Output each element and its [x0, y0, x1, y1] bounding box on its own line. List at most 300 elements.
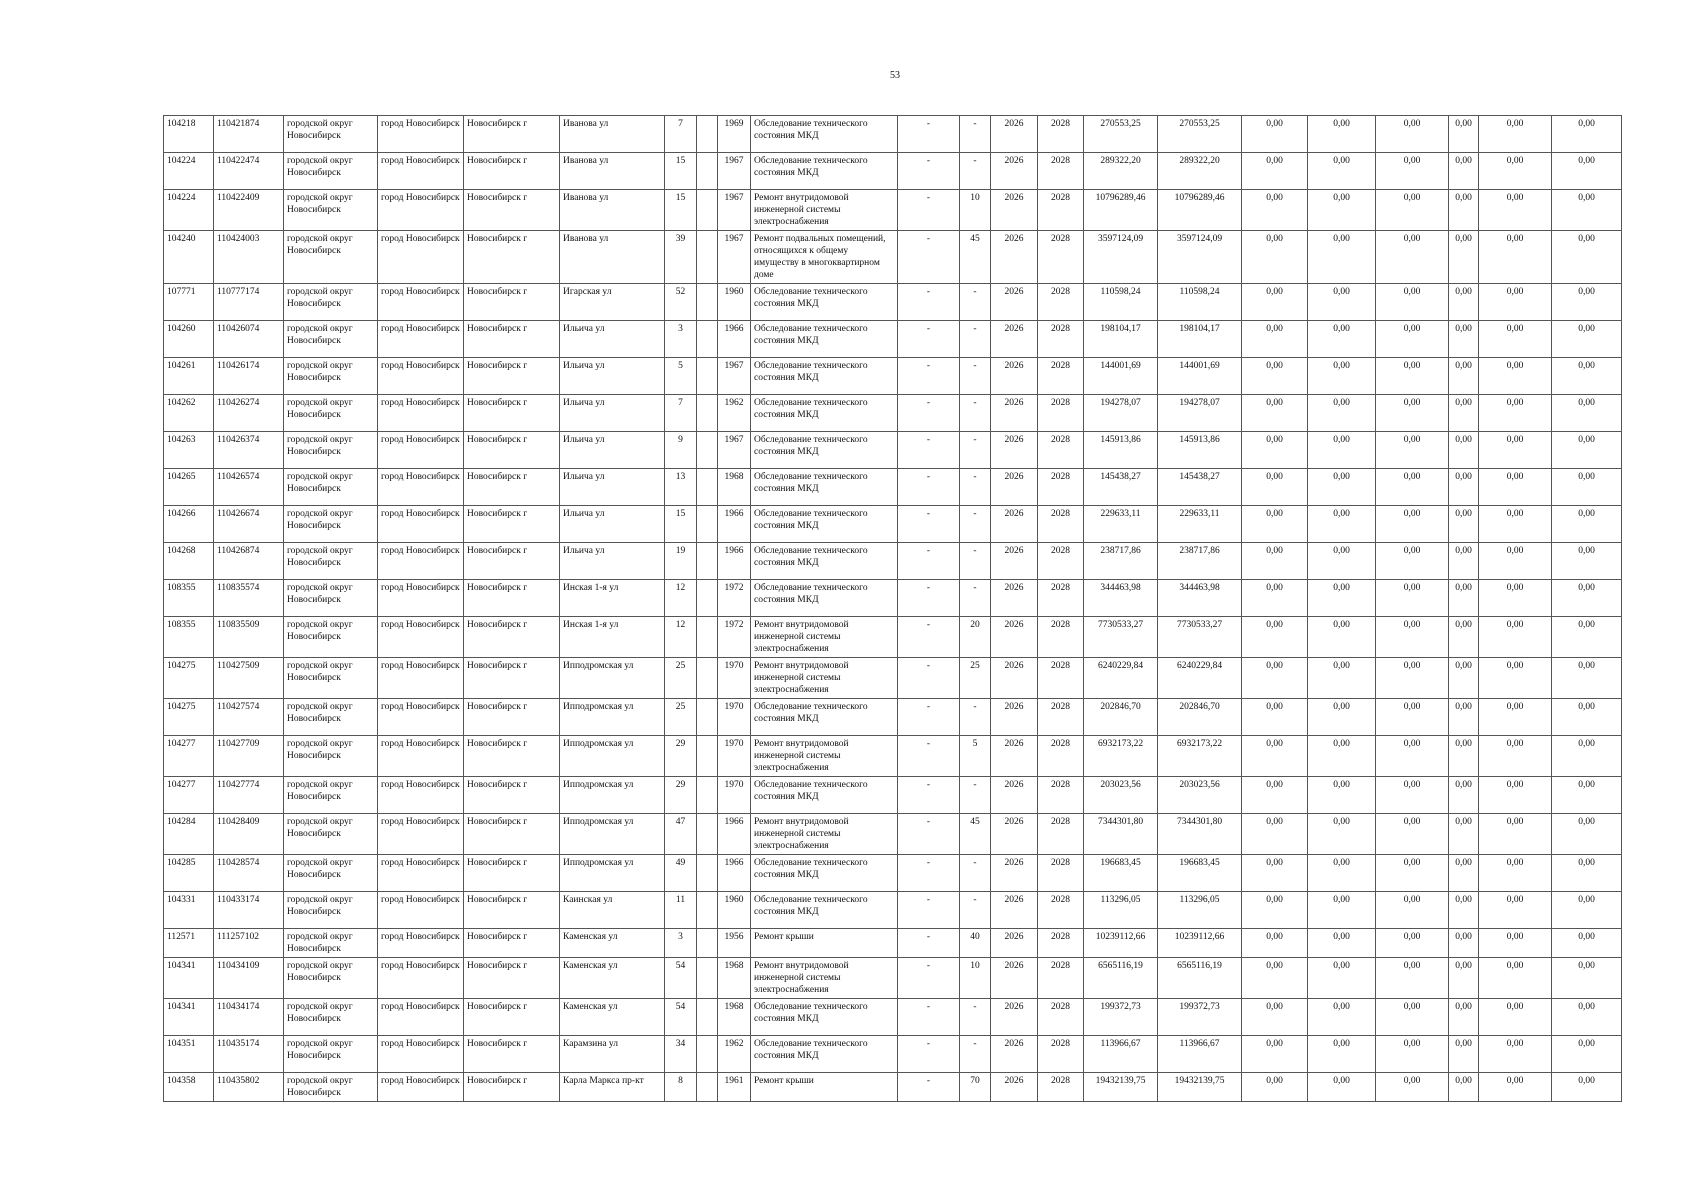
value-2-cell: 0,00	[1308, 855, 1376, 892]
building-cell	[697, 699, 718, 736]
column-11-cell: -	[898, 580, 960, 617]
column-12-cell: -	[960, 1036, 991, 1073]
city-cell: Новосибирск г	[464, 321, 560, 358]
house-id-cell: 104277	[164, 777, 214, 814]
value-4-cell: 0,00	[1449, 432, 1479, 469]
value-1-cell: 0,00	[1242, 617, 1308, 658]
house-number-cell: 25	[665, 658, 697, 699]
value-6-cell: 0,00	[1552, 321, 1622, 358]
build-year-cell: 1970	[718, 777, 751, 814]
fund-cost-cell: 203023,56	[1158, 777, 1242, 814]
city-cell: Новосибирск г	[464, 469, 560, 506]
street-cell: Инская 1-я ул	[560, 580, 665, 617]
value-1-cell: 0,00	[1242, 116, 1308, 153]
value-6-cell: 0,00	[1552, 777, 1622, 814]
column-12-cell: -	[960, 855, 991, 892]
district-cell: городской округ Новосибирск	[284, 469, 378, 506]
end-year-cell: 2028	[1038, 929, 1084, 958]
settlement-cell: город Новосибирск	[378, 892, 464, 929]
district-cell: городской округ Новосибирск	[284, 658, 378, 699]
value-2-cell: 0,00	[1308, 929, 1376, 958]
start-year-cell: 2026	[991, 116, 1038, 153]
work-type-cell: Ремонт подвальных помещений, относящихся к общему имуществу в многоквартирном доме	[751, 231, 898, 284]
value-4-cell: 0,00	[1449, 999, 1479, 1036]
fund-cost-cell: 6932173,22	[1158, 736, 1242, 777]
value-6-cell: 0,00	[1552, 469, 1622, 506]
value-3-cell: 0,00	[1376, 506, 1449, 543]
house-id-cell: 104218	[164, 116, 214, 153]
fund-cost-cell: 10239112,66	[1158, 929, 1242, 958]
table-row	[164, 929, 1622, 958]
build-year-cell: 1962	[718, 395, 751, 432]
start-year-cell: 2026	[991, 736, 1038, 777]
value-6-cell: 0,00	[1552, 855, 1622, 892]
value-4-cell: 0,00	[1449, 284, 1479, 321]
work-code-cell: 110835574	[214, 580, 284, 617]
settlement-cell: город Новосибирск	[378, 929, 464, 958]
building-cell	[697, 153, 718, 190]
total-cost-cell: 7730533,27	[1084, 617, 1158, 658]
column-11-cell: -	[898, 777, 960, 814]
value-2-cell: 0,00	[1308, 958, 1376, 999]
house-number-cell: 9	[665, 432, 697, 469]
work-type-cell: Обследование технического состояния МКД	[751, 469, 898, 506]
value-6-cell: 0,00	[1552, 395, 1622, 432]
end-year-cell: 2028	[1038, 580, 1084, 617]
settlement-cell: город Новосибирск	[378, 814, 464, 855]
value-3-cell: 0,00	[1376, 958, 1449, 999]
city-cell: Новосибирск г	[464, 116, 560, 153]
building-cell	[697, 543, 718, 580]
column-11-cell: -	[898, 958, 960, 999]
table-row	[164, 432, 1622, 469]
value-6-cell: 0,00	[1552, 432, 1622, 469]
settlement-cell: город Новосибирск	[378, 395, 464, 432]
value-5-cell: 0,00	[1479, 736, 1552, 777]
value-1-cell: 0,00	[1242, 814, 1308, 855]
street-cell: Ипподромская ул	[560, 855, 665, 892]
total-cost-cell: 196683,45	[1084, 855, 1158, 892]
value-4-cell: 0,00	[1449, 892, 1479, 929]
settlement-cell: город Новосибирск	[378, 699, 464, 736]
start-year-cell: 2026	[991, 617, 1038, 658]
value-2-cell: 0,00	[1308, 814, 1376, 855]
house-number-cell: 25	[665, 699, 697, 736]
build-year-cell: 1960	[718, 284, 751, 321]
build-year-cell: 1967	[718, 153, 751, 190]
column-11-cell: -	[898, 892, 960, 929]
column-12-cell: -	[960, 358, 991, 395]
column-11-cell: -	[898, 321, 960, 358]
value-6-cell: 0,00	[1552, 736, 1622, 777]
build-year-cell: 1967	[718, 358, 751, 395]
work-type-cell: Ремонт внутридомовой инженерной системы электроснабжения	[751, 736, 898, 777]
value-3-cell: 0,00	[1376, 999, 1449, 1036]
building-cell	[697, 777, 718, 814]
value-6-cell: 0,00	[1552, 929, 1622, 958]
column-11-cell: -	[898, 1036, 960, 1073]
column-11-cell: -	[898, 1073, 960, 1102]
start-year-cell: 2026	[991, 999, 1038, 1036]
value-2-cell: 0,00	[1308, 469, 1376, 506]
start-year-cell: 2026	[991, 929, 1038, 958]
building-cell	[697, 814, 718, 855]
work-type-cell: Обследование технического состояния МКД	[751, 116, 898, 153]
column-12-cell: 45	[960, 814, 991, 855]
value-2-cell: 0,00	[1308, 1073, 1376, 1102]
city-cell: Новосибирск г	[464, 580, 560, 617]
column-12-cell: -	[960, 116, 991, 153]
total-cost-cell: 194278,07	[1084, 395, 1158, 432]
value-4-cell: 0,00	[1449, 1073, 1479, 1102]
work-code-cell: 110426574	[214, 469, 284, 506]
value-1-cell: 0,00	[1242, 929, 1308, 958]
settlement-cell: город Новосибирск	[378, 358, 464, 395]
column-12-cell: -	[960, 284, 991, 321]
work-type-cell: Ремонт внутридомовой инженерной системы электроснабжения	[751, 190, 898, 231]
district-cell: городской округ Новосибирск	[284, 358, 378, 395]
value-2-cell: 0,00	[1308, 432, 1376, 469]
district-cell: городской округ Новосибирск	[284, 321, 378, 358]
city-cell: Новосибирск г	[464, 395, 560, 432]
district-cell: городской округ Новосибирск	[284, 1073, 378, 1102]
city-cell: Новосибирск г	[464, 658, 560, 699]
value-4-cell: 0,00	[1449, 543, 1479, 580]
value-5-cell: 0,00	[1479, 658, 1552, 699]
table-row	[164, 777, 1622, 814]
value-2-cell: 0,00	[1308, 1036, 1376, 1073]
value-2-cell: 0,00	[1308, 617, 1376, 658]
value-2-cell: 0,00	[1308, 116, 1376, 153]
house-number-cell: 3	[665, 321, 697, 358]
street-cell: Ильича ул	[560, 506, 665, 543]
work-code-cell: 111257102	[214, 929, 284, 958]
house-number-cell: 12	[665, 580, 697, 617]
end-year-cell: 2028	[1038, 892, 1084, 929]
house-number-cell: 52	[665, 284, 697, 321]
house-id-cell: 108355	[164, 580, 214, 617]
house-id-cell: 104351	[164, 1036, 214, 1073]
end-year-cell: 2028	[1038, 855, 1084, 892]
value-3-cell: 0,00	[1376, 469, 1449, 506]
house-id-cell: 104265	[164, 469, 214, 506]
work-type-cell: Обследование технического состояния МКД	[751, 580, 898, 617]
work-code-cell: 110435802	[214, 1073, 284, 1102]
street-cell: Каменская ул	[560, 958, 665, 999]
start-year-cell: 2026	[991, 321, 1038, 358]
district-cell: городской округ Новосибирск	[284, 1036, 378, 1073]
house-id-cell: 104261	[164, 358, 214, 395]
city-cell: Новосибирск г	[464, 699, 560, 736]
column-11-cell: -	[898, 116, 960, 153]
build-year-cell: 1969	[718, 116, 751, 153]
building-cell	[697, 321, 718, 358]
column-12-cell: -	[960, 153, 991, 190]
build-year-cell: 1962	[718, 1036, 751, 1073]
column-12-cell: -	[960, 580, 991, 617]
start-year-cell: 2026	[991, 814, 1038, 855]
city-cell: Новосибирск г	[464, 506, 560, 543]
house-id-cell: 104275	[164, 699, 214, 736]
end-year-cell: 2028	[1038, 395, 1084, 432]
value-3-cell: 0,00	[1376, 699, 1449, 736]
value-6-cell: 0,00	[1552, 1036, 1622, 1073]
end-year-cell: 2028	[1038, 469, 1084, 506]
end-year-cell: 2028	[1038, 231, 1084, 284]
start-year-cell: 2026	[991, 284, 1038, 321]
district-cell: городской округ Новосибирск	[284, 892, 378, 929]
end-year-cell: 2028	[1038, 153, 1084, 190]
house-id-cell: 104260	[164, 321, 214, 358]
column-11-cell: -	[898, 231, 960, 284]
value-5-cell: 0,00	[1479, 855, 1552, 892]
street-cell: Карамзина ул	[560, 1036, 665, 1073]
end-year-cell: 2028	[1038, 699, 1084, 736]
fund-cost-cell: 344463,98	[1158, 580, 1242, 617]
value-6-cell: 0,00	[1552, 190, 1622, 231]
value-4-cell: 0,00	[1449, 814, 1479, 855]
work-type-cell: Ремонт внутридомовой инженерной системы электроснабжения	[751, 958, 898, 999]
value-3-cell: 0,00	[1376, 736, 1449, 777]
building-cell	[697, 736, 718, 777]
work-code-cell: 110422474	[214, 153, 284, 190]
value-4-cell: 0,00	[1449, 321, 1479, 358]
district-cell: городской округ Новосибирск	[284, 284, 378, 321]
start-year-cell: 2026	[991, 958, 1038, 999]
street-cell: Каменская ул	[560, 929, 665, 958]
value-3-cell: 0,00	[1376, 116, 1449, 153]
building-cell	[697, 999, 718, 1036]
fund-cost-cell: 144001,69	[1158, 358, 1242, 395]
settlement-cell: город Новосибирск	[378, 958, 464, 999]
city-cell: Новосибирск г	[464, 153, 560, 190]
start-year-cell: 2026	[991, 153, 1038, 190]
value-6-cell: 0,00	[1552, 958, 1622, 999]
district-cell: городской округ Новосибирск	[284, 543, 378, 580]
column-12-cell: -	[960, 506, 991, 543]
house-number-cell: 34	[665, 1036, 697, 1073]
building-cell	[697, 892, 718, 929]
value-2-cell: 0,00	[1308, 736, 1376, 777]
city-cell: Новосибирск г	[464, 814, 560, 855]
start-year-cell: 2026	[991, 699, 1038, 736]
column-12-cell: 20	[960, 617, 991, 658]
column-11-cell: -	[898, 814, 960, 855]
total-cost-cell: 6565116,19	[1084, 958, 1158, 999]
city-cell: Новосибирск г	[464, 1073, 560, 1102]
fund-cost-cell: 113966,67	[1158, 1036, 1242, 1073]
value-4-cell: 0,00	[1449, 699, 1479, 736]
value-2-cell: 0,00	[1308, 892, 1376, 929]
work-type-cell: Обследование технического состояния МКД	[751, 855, 898, 892]
end-year-cell: 2028	[1038, 617, 1084, 658]
column-11-cell: -	[898, 658, 960, 699]
column-11-cell: -	[898, 190, 960, 231]
value-6-cell: 0,00	[1552, 699, 1622, 736]
work-type-cell: Ремонт внутридомовой инженерной системы электроснабжения	[751, 658, 898, 699]
settlement-cell: город Новосибирск	[378, 658, 464, 699]
building-cell	[697, 1036, 718, 1073]
value-5-cell: 0,00	[1479, 543, 1552, 580]
value-2-cell: 0,00	[1308, 777, 1376, 814]
value-2-cell: 0,00	[1308, 506, 1376, 543]
city-cell: Новосибирск г	[464, 958, 560, 999]
work-type-cell: Обследование технического состояния МКД	[751, 999, 898, 1036]
end-year-cell: 2028	[1038, 999, 1084, 1036]
district-cell: городской округ Новосибирск	[284, 580, 378, 617]
work-code-cell: 110426374	[214, 432, 284, 469]
column-11-cell: -	[898, 929, 960, 958]
work-code-cell: 110421874	[214, 116, 284, 153]
start-year-cell: 2026	[991, 1073, 1038, 1102]
value-6-cell: 0,00	[1552, 116, 1622, 153]
house-number-cell: 7	[665, 395, 697, 432]
column-12-cell: 5	[960, 736, 991, 777]
value-4-cell: 0,00	[1449, 958, 1479, 999]
table-row	[164, 190, 1622, 231]
end-year-cell: 2028	[1038, 321, 1084, 358]
district-cell: городской округ Новосибирск	[284, 736, 378, 777]
fund-cost-cell: 145438,27	[1158, 469, 1242, 506]
total-cost-cell: 145438,27	[1084, 469, 1158, 506]
value-1-cell: 0,00	[1242, 231, 1308, 284]
end-year-cell: 2028	[1038, 658, 1084, 699]
value-3-cell: 0,00	[1376, 929, 1449, 958]
value-2-cell: 0,00	[1308, 395, 1376, 432]
value-1-cell: 0,00	[1242, 892, 1308, 929]
value-3-cell: 0,00	[1376, 855, 1449, 892]
fund-cost-cell: 19432139,75	[1158, 1073, 1242, 1102]
value-3-cell: 0,00	[1376, 543, 1449, 580]
value-1-cell: 0,00	[1242, 580, 1308, 617]
street-cell: Ипподромская ул	[560, 777, 665, 814]
total-cost-cell: 6240229,84	[1084, 658, 1158, 699]
district-cell: городской округ Новосибирск	[284, 929, 378, 958]
house-number-cell: 54	[665, 999, 697, 1036]
work-type-cell: Обследование технического состояния МКД	[751, 395, 898, 432]
fund-cost-cell: 198104,17	[1158, 321, 1242, 358]
house-id-cell: 104341	[164, 958, 214, 999]
total-cost-cell: 113966,67	[1084, 1036, 1158, 1073]
value-2-cell: 0,00	[1308, 543, 1376, 580]
work-type-cell: Обследование технического состояния МКД	[751, 432, 898, 469]
work-type-cell: Обследование технического состояния МКД	[751, 892, 898, 929]
building-cell	[697, 929, 718, 958]
end-year-cell: 2028	[1038, 1036, 1084, 1073]
city-cell: Новосибирск г	[464, 432, 560, 469]
start-year-cell: 2026	[991, 358, 1038, 395]
value-5-cell: 0,00	[1479, 929, 1552, 958]
page-number: 53	[890, 70, 900, 81]
value-4-cell: 0,00	[1449, 855, 1479, 892]
total-cost-cell: 198104,17	[1084, 321, 1158, 358]
value-5-cell: 0,00	[1479, 321, 1552, 358]
table-row	[164, 153, 1622, 190]
value-6-cell: 0,00	[1552, 231, 1622, 284]
value-5-cell: 0,00	[1479, 153, 1552, 190]
column-11-cell: -	[898, 855, 960, 892]
value-4-cell: 0,00	[1449, 506, 1479, 543]
street-cell: Каменская ул	[560, 999, 665, 1036]
work-type-cell: Обследование технического состояния МКД	[751, 1036, 898, 1073]
total-cost-cell: 344463,98	[1084, 580, 1158, 617]
work-type-cell: Ремонт внутридомовой инженерной системы электроснабжения	[751, 617, 898, 658]
fund-cost-cell: 196683,45	[1158, 855, 1242, 892]
settlement-cell: город Новосибирск	[378, 1036, 464, 1073]
value-3-cell: 0,00	[1376, 580, 1449, 617]
value-5-cell: 0,00	[1479, 958, 1552, 999]
fund-cost-cell: 289322,20	[1158, 153, 1242, 190]
value-2-cell: 0,00	[1308, 999, 1376, 1036]
value-4-cell: 0,00	[1449, 580, 1479, 617]
table-row	[164, 358, 1622, 395]
work-code-cell: 110428574	[214, 855, 284, 892]
value-1-cell: 0,00	[1242, 284, 1308, 321]
settlement-cell: город Новосибирск	[378, 617, 464, 658]
value-4-cell: 0,00	[1449, 395, 1479, 432]
total-cost-cell: 202846,70	[1084, 699, 1158, 736]
work-type-cell: Ремонт внутридомовой инженерной системы электроснабжения	[751, 814, 898, 855]
value-6-cell: 0,00	[1552, 658, 1622, 699]
column-12-cell: -	[960, 321, 991, 358]
work-code-cell: 110424003	[214, 231, 284, 284]
value-4-cell: 0,00	[1449, 777, 1479, 814]
building-cell	[697, 855, 718, 892]
house-id-cell: 104268	[164, 543, 214, 580]
repair-registry-table	[163, 115, 1622, 1102]
house-id-cell: 104224	[164, 153, 214, 190]
total-cost-cell: 10796289,46	[1084, 190, 1158, 231]
total-cost-cell: 110598,24	[1084, 284, 1158, 321]
build-year-cell: 1967	[718, 190, 751, 231]
table-row	[164, 1036, 1622, 1073]
end-year-cell: 2028	[1038, 116, 1084, 153]
column-12-cell: 45	[960, 231, 991, 284]
house-id-cell: 104240	[164, 231, 214, 284]
building-cell	[697, 358, 718, 395]
value-3-cell: 0,00	[1376, 358, 1449, 395]
value-5-cell: 0,00	[1479, 506, 1552, 543]
settlement-cell: город Новосибирск	[378, 777, 464, 814]
work-type-cell: Обследование технического состояния МКД	[751, 699, 898, 736]
value-1-cell: 0,00	[1242, 153, 1308, 190]
city-cell: Новосибирск г	[464, 358, 560, 395]
value-3-cell: 0,00	[1376, 153, 1449, 190]
value-5-cell: 0,00	[1479, 469, 1552, 506]
settlement-cell: город Новосибирск	[378, 432, 464, 469]
value-5-cell: 0,00	[1479, 777, 1552, 814]
value-3-cell: 0,00	[1376, 658, 1449, 699]
house-number-cell: 13	[665, 469, 697, 506]
fund-cost-cell: 7344301,80	[1158, 814, 1242, 855]
fund-cost-cell: 6565116,19	[1158, 958, 1242, 999]
street-cell: Иванова ул	[560, 190, 665, 231]
build-year-cell: 1966	[718, 506, 751, 543]
value-2-cell: 0,00	[1308, 153, 1376, 190]
column-11-cell: -	[898, 284, 960, 321]
value-3-cell: 0,00	[1376, 1036, 1449, 1073]
value-3-cell: 0,00	[1376, 321, 1449, 358]
street-cell: Каинская ул	[560, 892, 665, 929]
house-id-cell: 104266	[164, 506, 214, 543]
street-cell: Ипподромская ул	[560, 658, 665, 699]
column-12-cell: -	[960, 543, 991, 580]
table-row	[164, 321, 1622, 358]
total-cost-cell: 270553,25	[1084, 116, 1158, 153]
value-2-cell: 0,00	[1308, 699, 1376, 736]
value-3-cell: 0,00	[1376, 1073, 1449, 1102]
total-cost-cell: 6932173,22	[1084, 736, 1158, 777]
